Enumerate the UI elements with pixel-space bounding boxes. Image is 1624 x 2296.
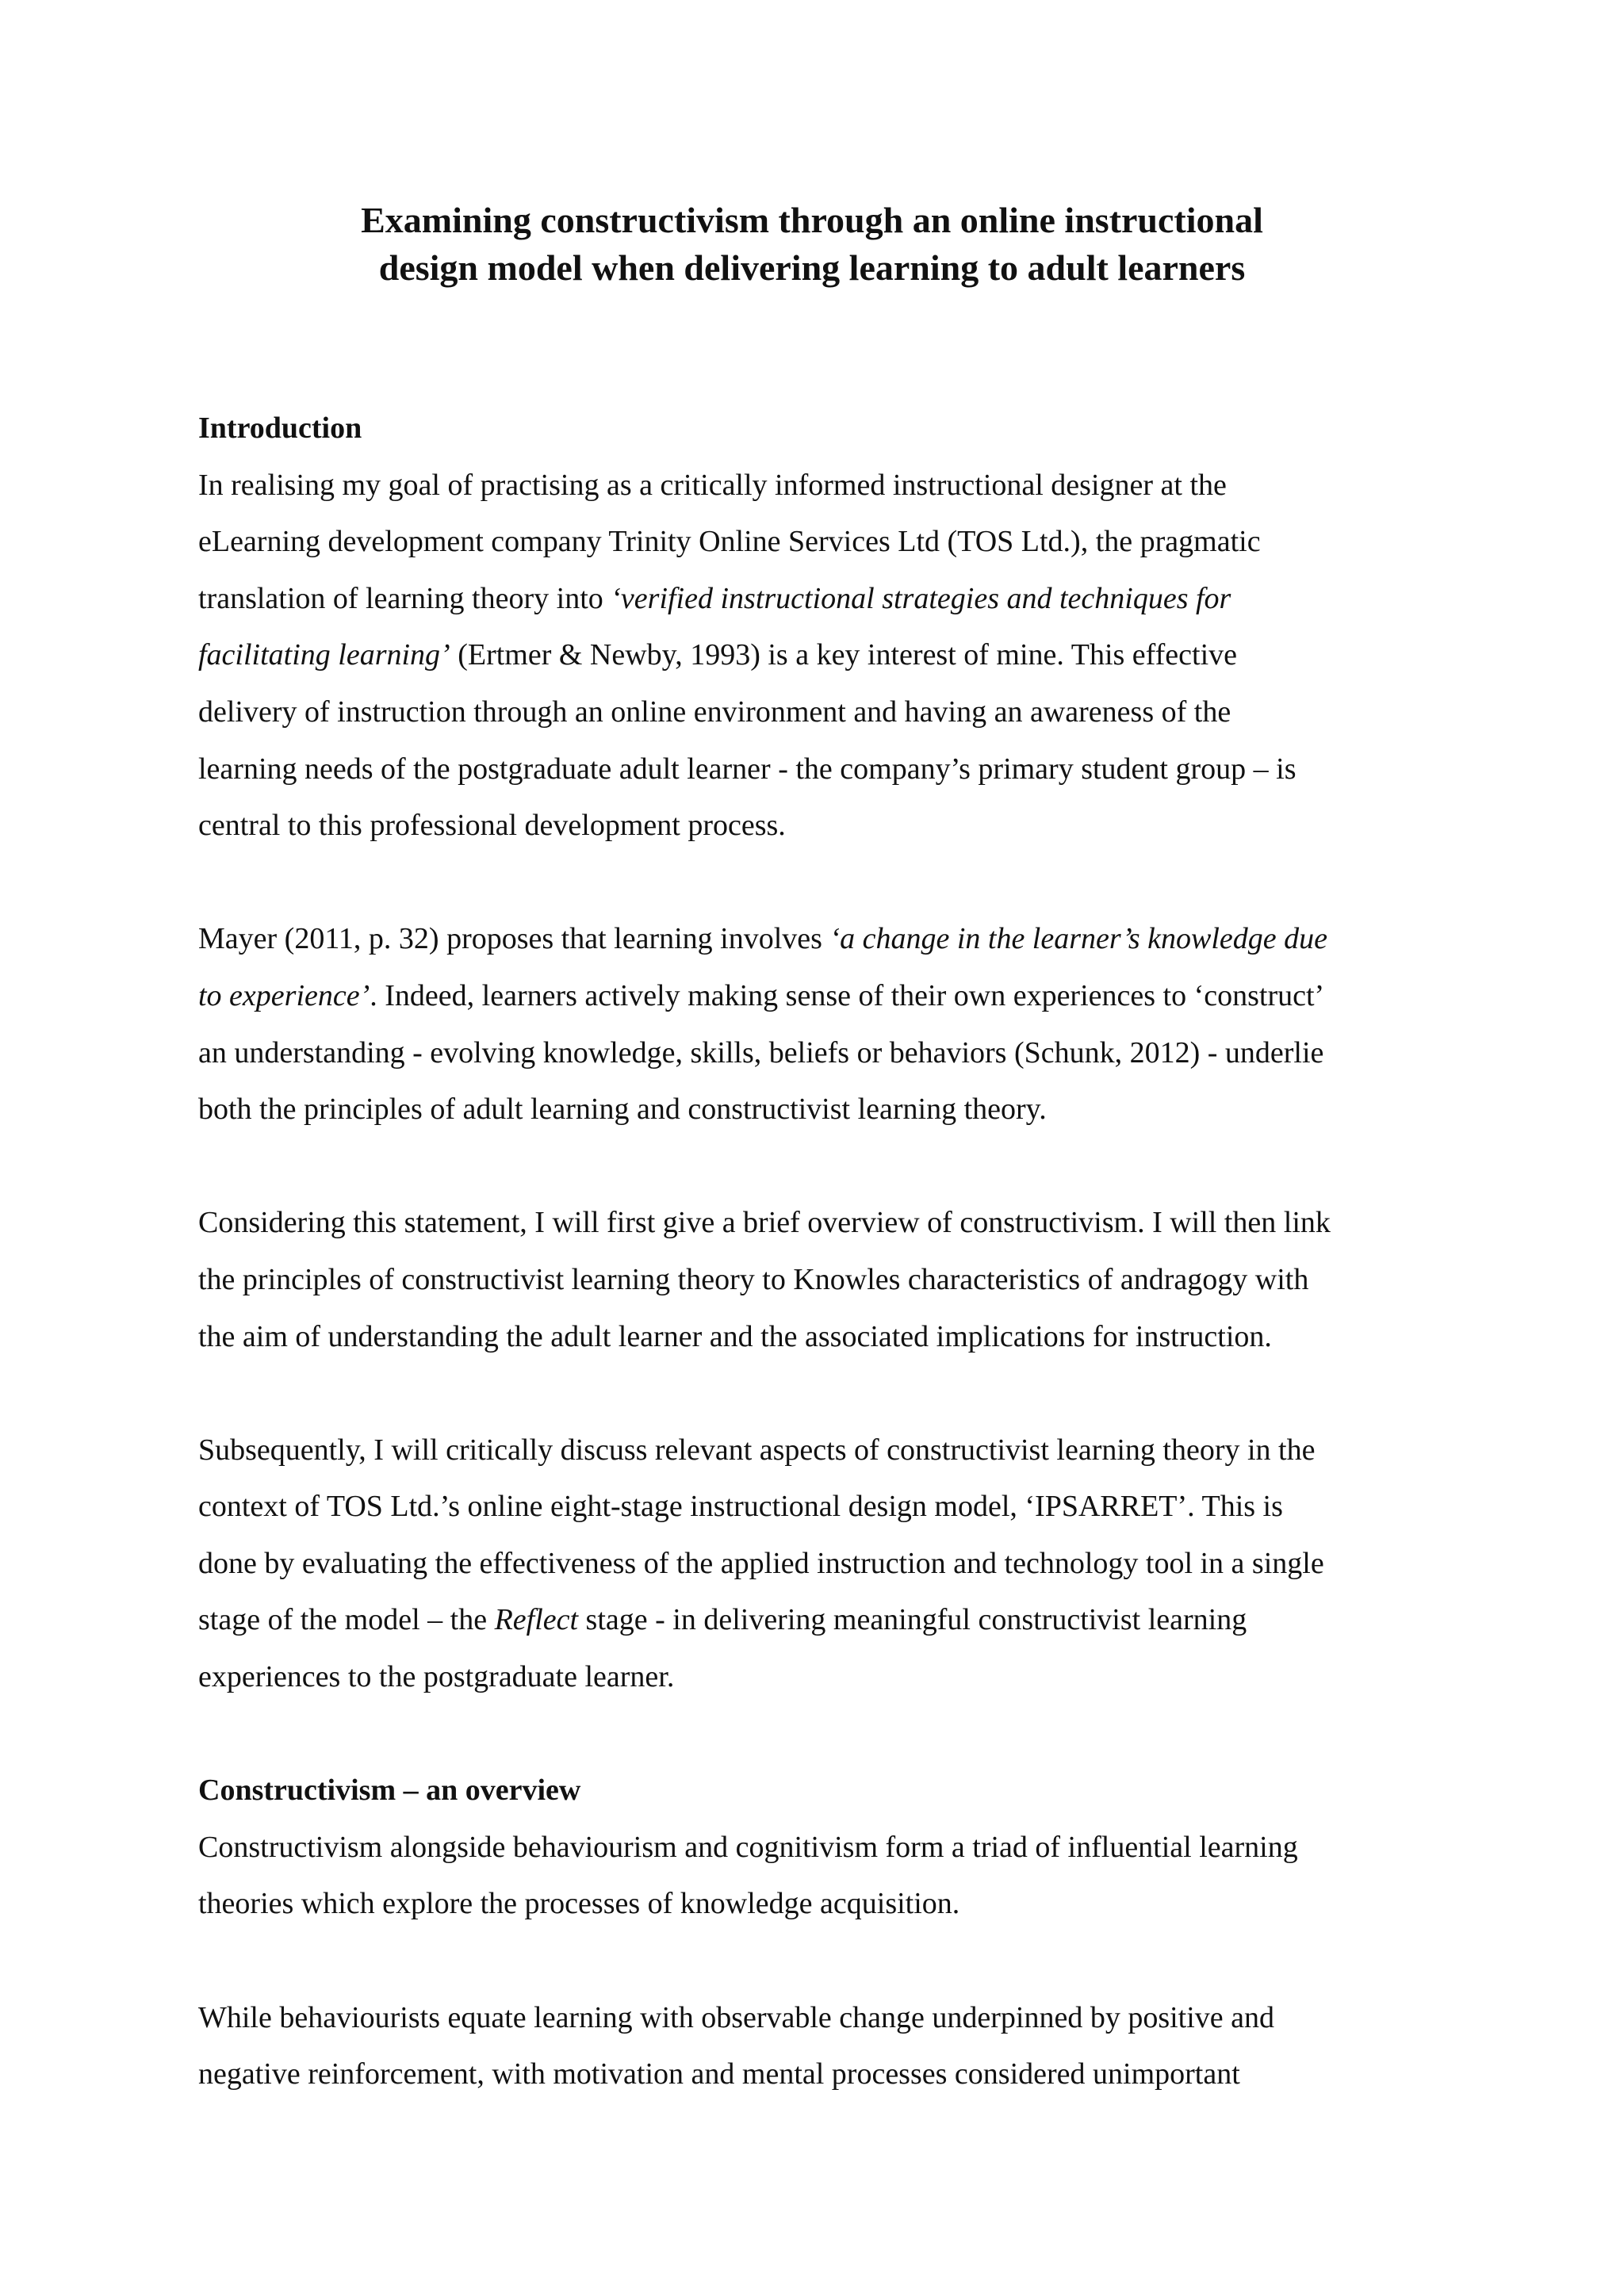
- document-body: [198, 400, 1451, 2103]
- text-line: the aim of understanding the adult learner and the associated implications for instruction.: [198, 1319, 1272, 1353]
- title-line-2: design model when delivering learning to adult learners: [378, 247, 1246, 288]
- paragraph-spacer: [198, 855, 1451, 912]
- text-run: . Indeed, learners actively making sense of their own experiences to ‘construct’: [370, 978, 1325, 1012]
- section-heading-overview: Constructivism – an overview: [198, 1774, 581, 1808]
- citation-quote: to experience’: [198, 978, 370, 1012]
- text-line: [198, 571, 1451, 628]
- text-line: eLearning development company Trinity Online Services Ltd (TOS Ltd.), the pragmatic: [198, 525, 1261, 559]
- text-line: an understanding - evolving knowledge, skills, beliefs or behaviors (Schunk, 2012) - underlie: [198, 1035, 1324, 1070]
- text-line: negative reinforcement, with motivation and mental processes considered unimportant: [198, 2057, 1240, 2091]
- text-line: central to this professional development process.: [198, 809, 786, 843]
- text-line: both the principles of adult learning and constructivist learning theory.: [198, 1093, 1047, 1127]
- text-line: Constructivism alongside behaviourism and cognitivism form a triad of influential learning: [198, 1830, 1298, 1864]
- text-run: stage of the model – the: [198, 1603, 495, 1637]
- text-line: While behaviourists equate learning with observable change underpinned by positive and: [198, 2000, 1275, 2034]
- text-line: In realising my goal of practising as a critically informed instructional designer at the: [198, 468, 1227, 502]
- text-line: [198, 911, 1451, 968]
- text-run: translation of learning theory into: [198, 581, 611, 615]
- text-line: Considering this statement, I will first give a brief overview of constructivism. I will then link: [198, 1206, 1331, 1240]
- citation-quote: facilitating learning’: [198, 638, 450, 672]
- text-line: the principles of constructivist learning theory to Knowles characteristics of andragogy with: [198, 1262, 1309, 1296]
- text-line: done by evaluating the effectiveness of the applied instruction and technology tool in a single: [198, 1546, 1324, 1580]
- document-title: [198, 197, 1426, 292]
- text-line: context of TOS Ltd.’s online eight-stage instructional design model, ‘IPSARRET’. This is: [198, 1490, 1283, 1524]
- paragraph-overview-2: [198, 1990, 1451, 2103]
- text-run: stage - in delivering meaningful constructivist learning: [578, 1603, 1247, 1637]
- paragraph-spacer: [198, 1138, 1451, 1196]
- text-line: [198, 968, 1451, 1025]
- text-line: delivery of instruction through an online environment and having an awareness of the: [198, 695, 1231, 729]
- paragraph-spacer: [198, 1933, 1451, 1990]
- text-run: (Ertmer & Newby, 1993) is a key interest of mine. This effective: [450, 638, 1237, 672]
- paragraph-spacer: [198, 1706, 1451, 1763]
- text-line: Subsequently, I will critically discuss relevant aspects of constructivist learning theory in the: [198, 1433, 1316, 1467]
- paragraph-overview-1: [198, 1820, 1451, 1933]
- citation-quote: ‘verified instructional strategies and techniques for: [611, 581, 1231, 615]
- title-line-1: Examining constructivism through an online instructional: [361, 200, 1263, 240]
- text-line: theories which explore the processes of knowledge acquisition.: [198, 1887, 960, 1921]
- paragraph-intro-2: [198, 911, 1451, 1138]
- text-line: [198, 1592, 1451, 1649]
- section-heading-introduction: Introduction: [198, 411, 362, 445]
- paragraph-intro-3: [198, 1195, 1451, 1365]
- text-line: experiences to the postgraduate learner.: [198, 1660, 675, 1694]
- citation-quote: ‘a change in the learner’s knowledge due: [829, 922, 1327, 956]
- text-line: learning needs of the postgraduate adult learner - the company’s primary student group – is: [198, 752, 1297, 786]
- emphasis-reflect: Reflect: [494, 1603, 579, 1637]
- text-run: Mayer (2011, p. 32) proposes that learning involves: [198, 922, 830, 956]
- paragraph-spacer: [198, 1365, 1451, 1422]
- paragraph-intro-1: [198, 457, 1451, 855]
- paragraph-intro-4: [198, 1422, 1451, 1706]
- text-line: [198, 627, 1451, 684]
